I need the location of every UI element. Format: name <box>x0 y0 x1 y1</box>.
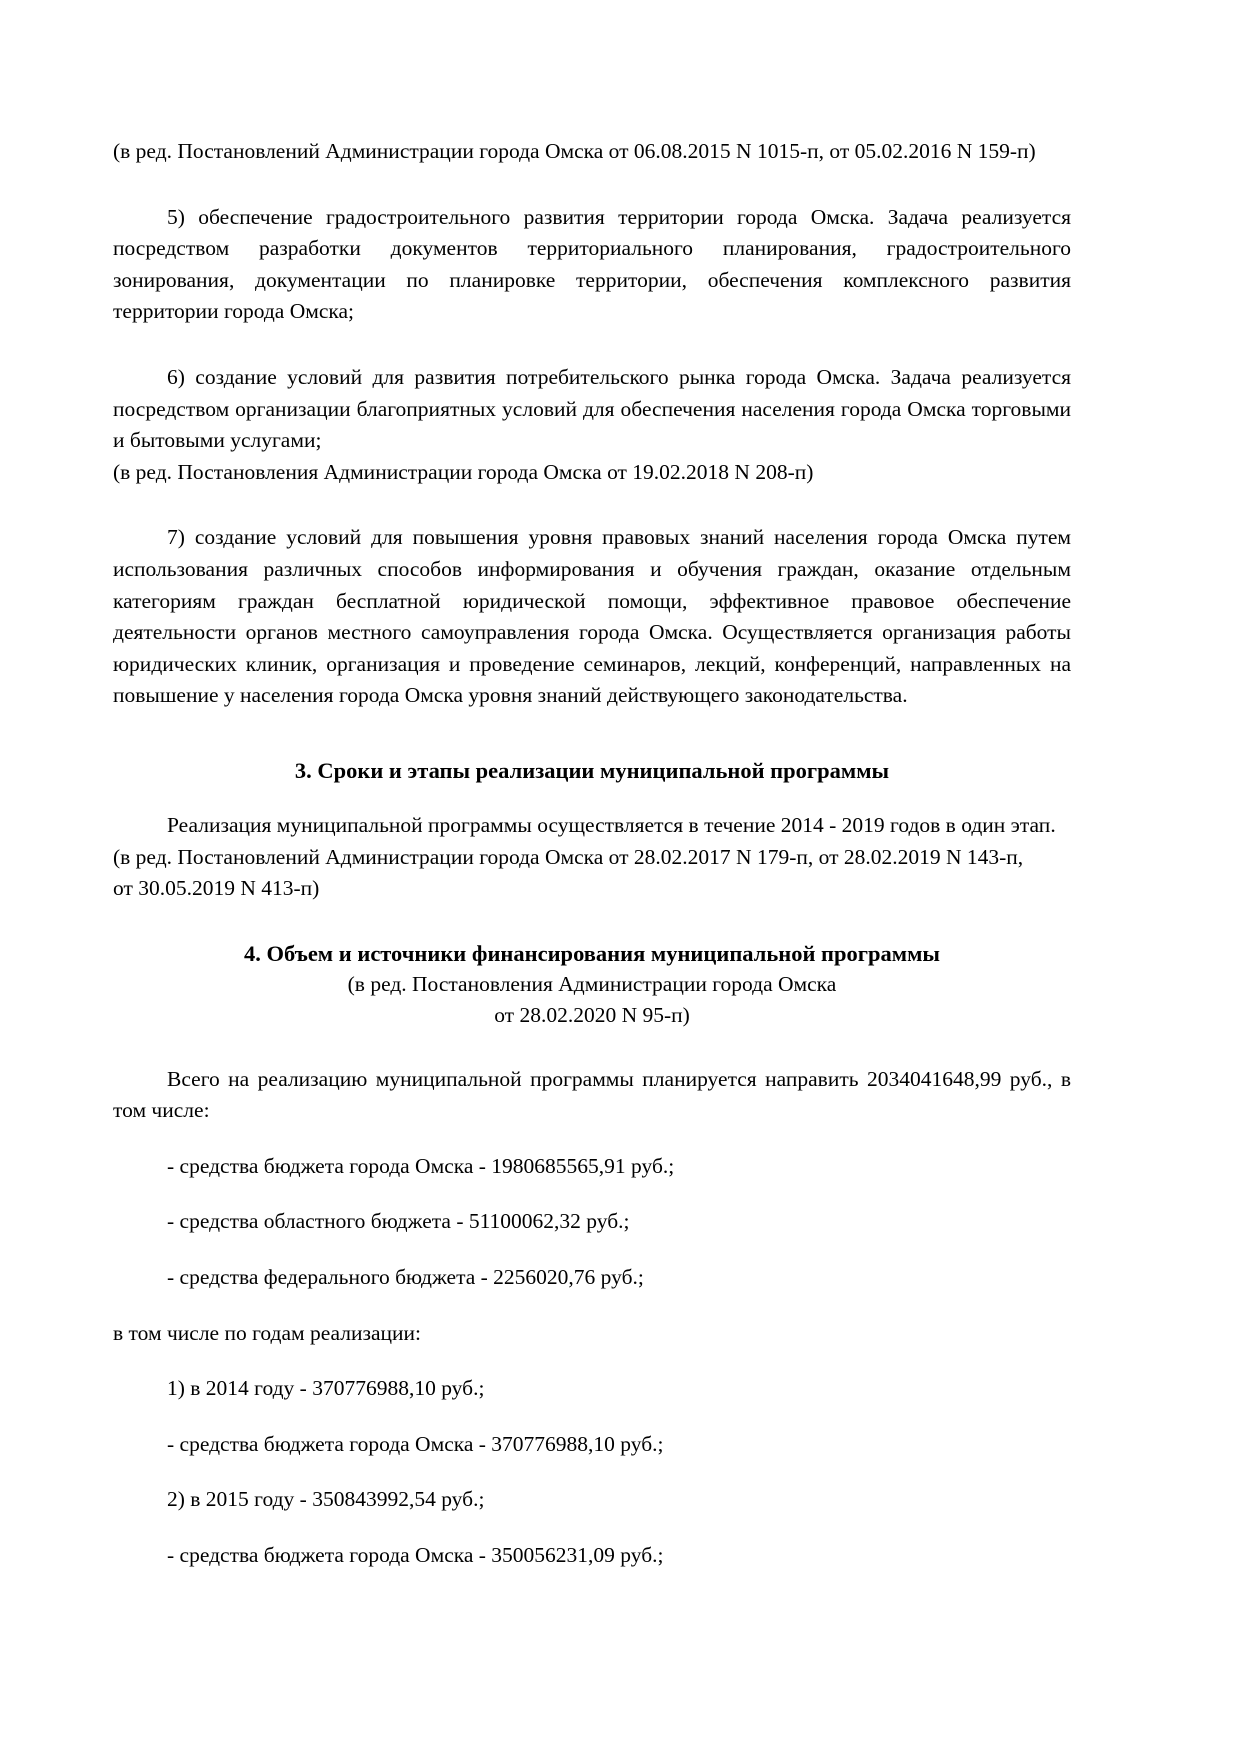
amendment-note-item-6: (в ред. Постановления Администрации города Омска от 19.02.2018 N 208-п) <box>113 459 814 484</box>
amendment-note-section-3-line-1: (в ред. Постановлений Администрации города Омска от 28.02.2017 N 179-п, от 28.02.2019 N 143-п, <box>113 844 1024 869</box>
paragraph-item-5: 5) обеспечение градостроительного развития территории города Омска. Задача реализуется посредством разработки документов территориального планирования, градостроительного зонирования, документации по планировке территории, обеспечения комплексного развития территории города Омска; <box>113 204 1071 324</box>
spacer <box>113 786 1071 810</box>
spacer <box>113 328 1071 362</box>
spacer <box>113 1127 1071 1151</box>
section-4-heading: 4. Объем и источники финансирования муниципальной программы <box>244 941 940 967</box>
year-2014-total: 1) в 2014 году - 370776988,10 руб.; <box>167 1376 485 1401</box>
by-years-intro: в том числе по годам реализации: <box>113 1320 422 1345</box>
section-4-subnote-line-2: от 28.02.2020 N 95-п) <box>494 1002 690 1027</box>
spacer <box>113 1460 1071 1484</box>
year-2014-city-budget: - средства бюджета города Омска - 370776988,10 руб.; <box>167 1431 664 1456</box>
section-3-body: Реализация муниципальной программы осуществляется в течение 2014 - 2019 годов в один этап. <box>167 813 1056 838</box>
section-3-heading: 3. Сроки и этапы реализации муниципальной программы <box>294 757 890 783</box>
spacer <box>113 1349 1071 1373</box>
spacer <box>113 168 1071 202</box>
year-2015-total: 2) в 2015 году - 350843992,54 руб.; <box>167 1487 485 1512</box>
amendment-note-section-3-line-2: от 30.05.2019 N 413-п) <box>113 876 320 901</box>
funding-source-city-budget: - средства бюджета города Омска - 1980685565,91 руб.; <box>167 1153 675 1178</box>
spacer <box>113 1030 1071 1064</box>
funding-source-regional-budget: - средства областного бюджета - 51100062,32 руб.; <box>167 1209 630 1234</box>
total-funding-intro: Всего на реализацию муниципальной программы планируется направить 2034041648,99 руб., в том числе: <box>113 1066 1071 1123</box>
spacer <box>113 712 1071 756</box>
spacer <box>113 1294 1071 1318</box>
spacer <box>113 488 1071 522</box>
document-content <box>113 136 1071 1572</box>
paragraph-item-7: 7) создание условий для повышения уровня правовых знаний населения города Омска путем использования различных способов информирования и обучения граждан, оказание отдельным категориям граждан бесплатной юридической помощи, эффективное правовое обеспечение деятельности органов местного самоуправления города Омска. Осуществляется организация работы юридических клиник, организация и проведение семинаров, лекций, конференций, направленных на повышение у населения города Омска уровня знаний действующего законодательства. <box>113 525 1071 708</box>
spacer <box>113 905 1071 939</box>
paragraph-item-6: 6) создание условий для развития потребительского рынка города Омска. Задача реализуется посредством организации благоприятных условий для обеспечения населения города Омска торговыми и бытовыми услугами; <box>113 364 1071 453</box>
spacer <box>113 1405 1071 1429</box>
year-2015-city-budget: - средства бюджета города Омска - 350056231,09 руб.; <box>167 1542 664 1567</box>
funding-source-federal-budget: - средства федерального бюджета - 2256020,76 руб.; <box>167 1265 644 1289</box>
spacer <box>113 1516 1071 1540</box>
spacer <box>113 1238 1071 1262</box>
section-4-subnote-line-1: (в ред. Постановления Администрации города Омска <box>347 972 837 997</box>
amendment-note-top: (в ред. Постановлений Администрации города Омска от 06.08.2015 N 1015-п, от 05.02.2016 N 159-п) <box>113 139 1036 163</box>
spacer <box>113 1182 1071 1206</box>
